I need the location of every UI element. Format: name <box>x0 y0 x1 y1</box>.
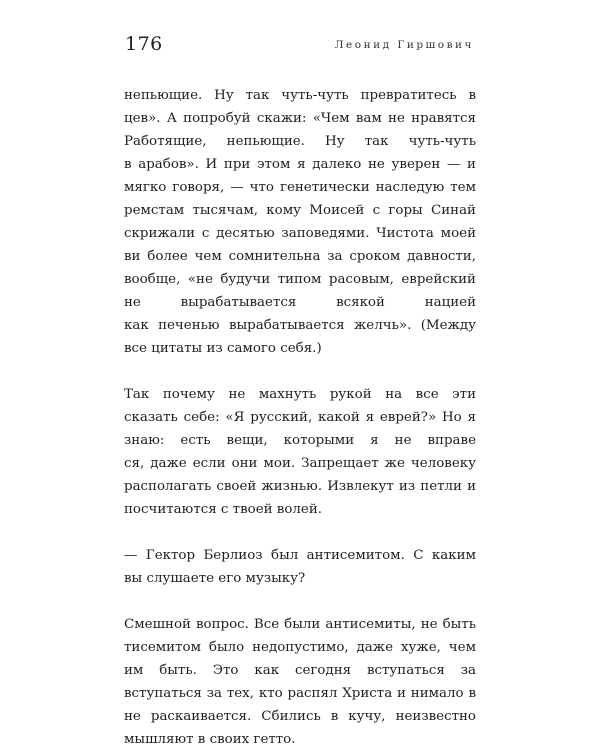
text-line: знаю: есть вещи, которыми я не вправе <box>124 433 476 448</box>
text-line: Работящие, непьющие. Ну так чуть-чуть <box>124 134 476 149</box>
text-line: как печенью вырабатывается желчь». (Между <box>124 318 476 333</box>
text-line: вы слушаете его музыку? <box>124 571 306 586</box>
text-line: ся, даже если они мои. Запрещает же человеку <box>124 456 476 471</box>
text-line: располагать своей жизнью. Извлекут из петли и <box>124 479 476 494</box>
paragraph <box>124 84 476 360</box>
paragraph <box>124 613 476 750</box>
text-line: мягко говоря, — что генетически наследую тем <box>124 180 476 195</box>
text-line: непьющие. Ну так чуть-чуть превратитесь в <box>124 88 476 103</box>
text-line: ви более чем сомнительна за сроком давности, <box>124 249 476 264</box>
text-line: мышляют в своих гетто. <box>124 732 296 747</box>
text-line: тисемитом было недопустимо, даже хуже, чем <box>124 640 476 655</box>
page-number: 176 <box>125 33 163 55</box>
text-line: вообще, «не будучи типом расовым, еврейский <box>124 272 476 287</box>
paragraph <box>124 383 476 521</box>
text-line: вступаться за тех, кто распял Христа и нимало в <box>124 686 476 701</box>
text-line: сказать себе: «Я русский, какой я еврей?» Но я <box>124 410 476 425</box>
text-line: все цитаты из самого себя.) <box>124 341 322 356</box>
text-line: — Гектор Берлиоз был антисемитом. С каким <box>124 548 476 563</box>
body-text <box>124 84 476 750</box>
text-line: Смешной вопрос. Все были антисемиты, не быть <box>124 617 476 632</box>
text-line: скрижали с десятью заповедями. Чистота моей <box>124 226 476 241</box>
text-line: посчитаются с твоей волей. <box>124 502 323 517</box>
interview-question <box>124 544 476 590</box>
text-line: не вырабатывается всякой нацией <box>124 295 476 310</box>
text-line: в арабов». И при этом я далеко не уверен — и <box>124 157 476 172</box>
text-line: Так почему не махнуть рукой на все эти <box>124 387 476 402</box>
running-head-author: Леонид Гиршович <box>334 39 474 51</box>
text-line: цев». А попробуй скажи: «Чем вам не нравятся <box>124 111 476 126</box>
text-line: им быть. Это как сегодня вступаться за <box>124 663 476 678</box>
text-line: ремстам тысячам, кому Моисей с горы Синай <box>124 203 476 218</box>
text-line: не раскаивается. Сбились в кучу, неизвестно <box>124 709 476 724</box>
